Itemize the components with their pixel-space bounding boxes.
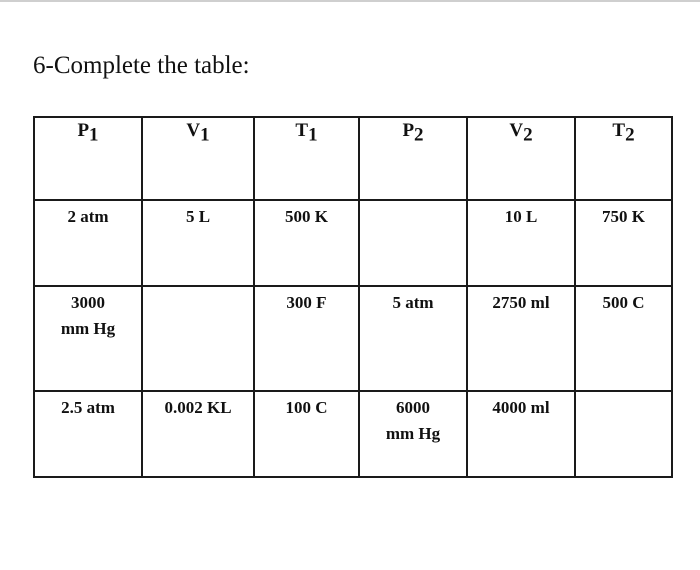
header-subscript: 1 xyxy=(89,124,99,146)
table-row xyxy=(34,200,672,286)
header-symbol: V xyxy=(509,120,524,141)
header-symbol: P xyxy=(77,120,90,141)
table-cell xyxy=(575,391,672,477)
table-cell: 2.5 atm xyxy=(34,391,142,477)
table-header-row xyxy=(34,117,672,200)
table-cell: 0.002 KL xyxy=(142,391,254,477)
table-cell: 300 F xyxy=(254,286,359,391)
table-row xyxy=(34,286,672,391)
table-cell: 10 L xyxy=(467,200,575,286)
table-cell: 2750 ml xyxy=(467,286,575,391)
table-cell: 750 K xyxy=(575,200,672,286)
table-cell: 5 atm xyxy=(359,286,467,391)
header-subscript: 2 xyxy=(414,124,424,146)
header-cell xyxy=(575,117,672,200)
header-symbol: V xyxy=(186,120,201,141)
header-subscript: 1 xyxy=(308,124,318,146)
header-cell xyxy=(254,117,359,200)
header-symbol: T xyxy=(612,120,626,141)
table-cell: 6000 mm Hg xyxy=(359,391,467,477)
header-cell xyxy=(359,117,467,200)
header-symbol: T xyxy=(295,120,309,141)
table-cell: 2 atm xyxy=(34,200,142,286)
table-cell: 3000 mm Hg xyxy=(34,286,142,391)
header-subscript: 1 xyxy=(200,124,210,146)
table-cell xyxy=(142,286,254,391)
header-cell xyxy=(142,117,254,200)
header-cell xyxy=(467,117,575,200)
table-cell: 500 C xyxy=(575,286,672,391)
top-divider xyxy=(0,0,700,2)
header-subscript: 2 xyxy=(625,124,635,146)
table-cell: 4000 ml xyxy=(467,391,575,477)
table-cell: 5 L xyxy=(142,200,254,286)
page-title: 6-Complete the table: xyxy=(33,52,250,79)
gas-law-table xyxy=(33,116,673,478)
table-cell: 100 C xyxy=(254,391,359,477)
table-row xyxy=(34,391,672,477)
header-symbol: P xyxy=(402,120,415,141)
header-subscript: 2 xyxy=(523,124,533,146)
table-cell: 500 K xyxy=(254,200,359,286)
header-cell xyxy=(34,117,142,200)
table-cell xyxy=(359,200,467,286)
